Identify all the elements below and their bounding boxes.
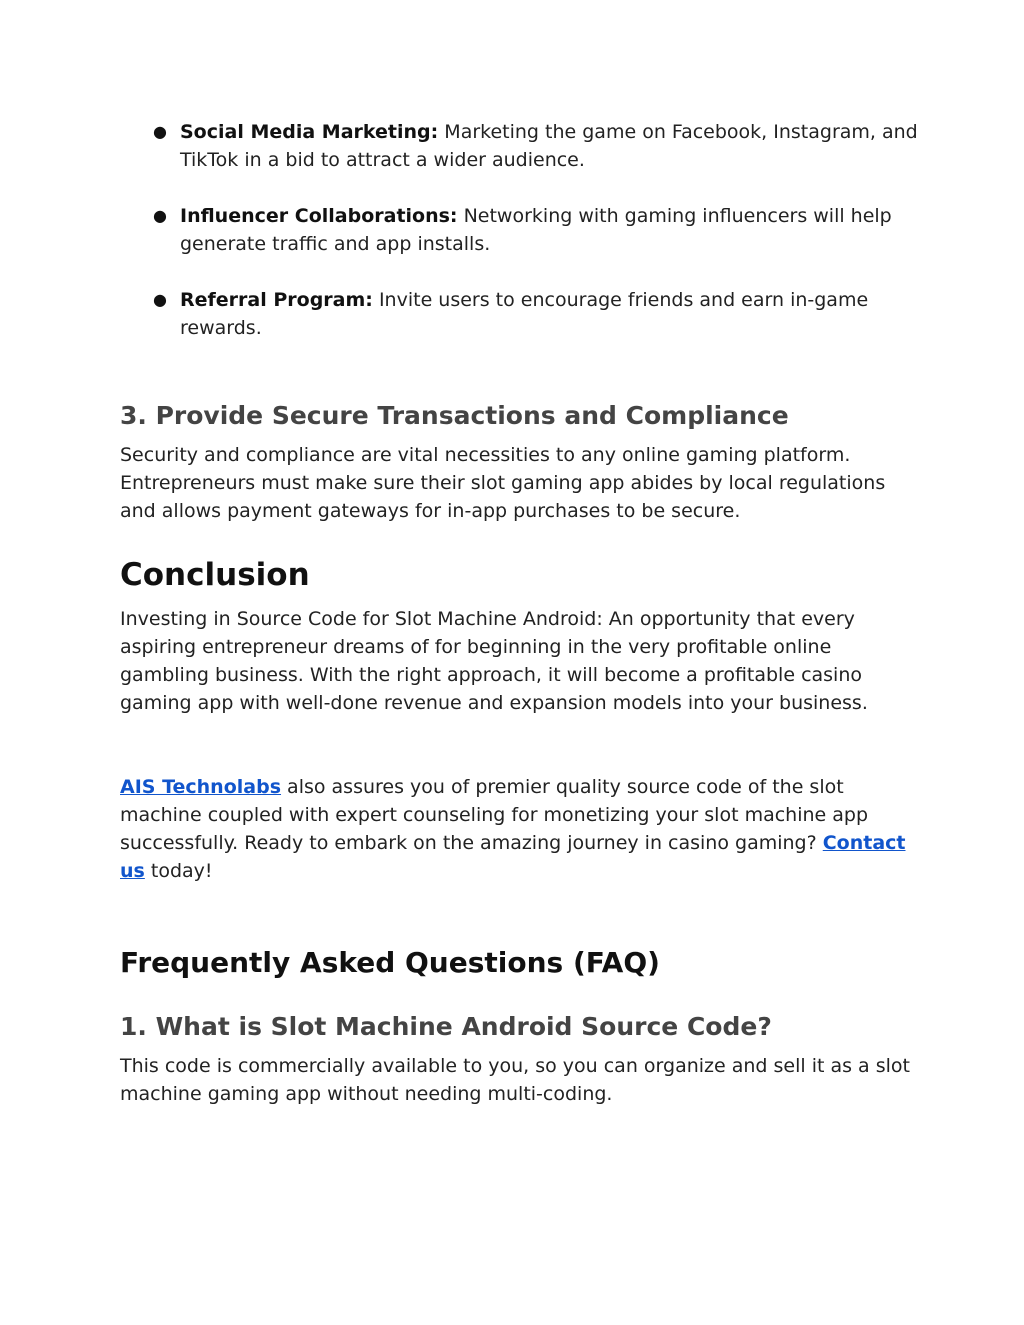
bullet-term: Influencer Collaborations: [180,205,458,227]
marketing-bullet-list [120,118,920,370]
bullet-text: Marketing the game on Facebook, Instagram, and TikTok in a bid to attract a wider audience. [180,121,918,171]
conclusion-paragraph: Investing in Source Code for Slot Machine Android: An opportunity that every aspiring entrepreneur dreams of for beginning in the very profitable online gambling business. With the right approach, it will become a profitable casino gaming app with well-done revenue and expansion models into your business. [120,608,868,714]
cta-text: also assures you of premier quality source code of the slot machine coupled with expert counseling for monetizing your slot machine app successfully. Ready to embark on the amazing journey in casino gaming? [120,776,869,854]
cta-paragraph [120,773,910,885]
faq-question-1-heading: 1. What is Slot Machine Android Source Code? [120,1012,772,1041]
bullet-icon: ● [153,122,167,141]
bullet-term: Social Media Marketing: [180,121,439,143]
secure-transactions-heading: 3. Provide Secure Transactions and Compliance [120,401,789,430]
conclusion-heading: Conclusion [120,557,310,593]
bullet-item-influencer [120,202,920,258]
ais-technolabs-link[interactable]: AIS Technolabs [120,776,282,798]
faq-heading: Frequently Asked Questions (FAQ) [120,946,660,979]
bullet-icon: ● [153,290,167,309]
cta-closing-text: today! [144,860,213,882]
bullet-item-referral [120,286,920,342]
bullet-text: Networking with gaming influencers will help generate traffic and app installs. [180,205,892,255]
bullet-term: Referral Program: [180,289,373,311]
bullet-icon: ● [153,206,167,225]
contact-us-link[interactable]: Contact us [120,832,906,882]
bullet-item-social-media [120,118,920,174]
secure-transactions-paragraph: Security and compliance are vital necessities to any online gaming platform. Entrepreneurs must make sure their slot gaming app abides by local regulations and allows payment gateways for in-app purchases to be secure. [120,444,886,522]
faq-answer-1-paragraph: This code is commercially available to you, so you can organize and sell it as a slot machine gaming app without needing multi-coding. [120,1055,910,1105]
bullet-text: Invite users to encourage friends and earn in-game rewards. [180,289,869,339]
